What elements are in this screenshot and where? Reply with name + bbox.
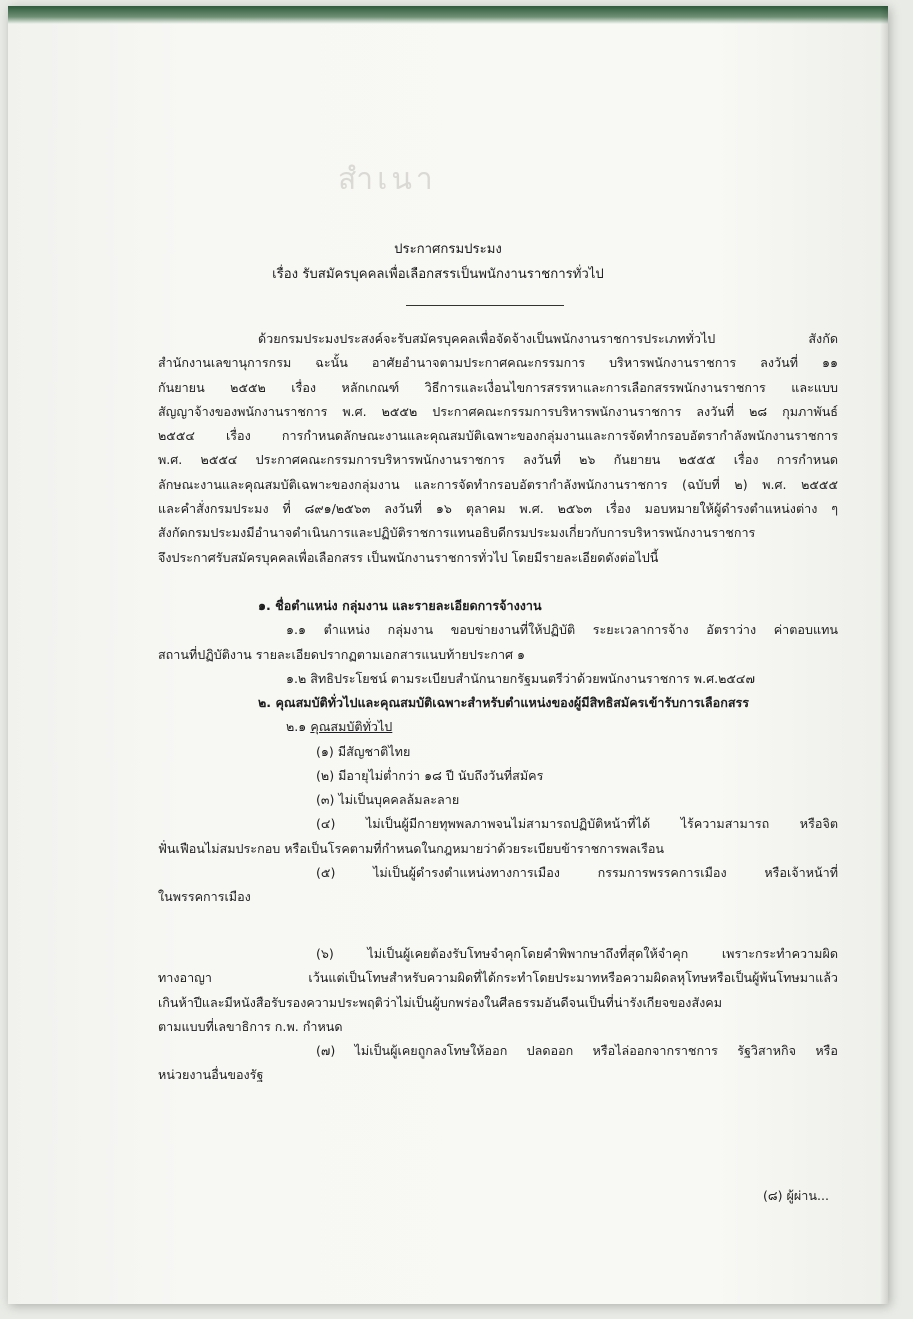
intro-line: พ.ศ. ๒๕๕๔ ประกาศคณะกรรมการบริหารพนักงานราชการ ลงวันที่ ๒๖ กันยายน ๒๕๕๕ เรื่อง การกำหนด [158,452,838,468]
qualification-item-cont: ฟั่นเฟือนไม่สมประกอบ หรือเป็นโรคตามที่กำหนดในกฎหมายว่าด้วยระเบียบข้าราชการพลเรือน [158,840,665,856]
qualification-item: (๖) ไม่เป็นผู้เคยต้องรับโทษจำคุกโดยคำพิพากษาถึงที่สุดให้จำคุก เพราะกระทำความผิด [316,946,838,961]
section-2-continued [158,942,838,1088]
qualification-item: (๔) ไม่เป็นผู้มีกายทุพพลภาพจนไม่สามารถปฏิบัติหน้าที่ได้ ไร้ความสามารถ หรือจิต [316,816,838,832]
qualification-item-cont: หน่วยงานอื่นของรัฐ [158,1067,264,1083]
section-2 [158,691,838,910]
faint-stamp-text: สำเนา [338,162,437,197]
intro-paragraph [158,327,838,570]
section-1 [158,594,838,691]
qualification-item: (๕) ไม่เป็นผู้ดำรงตำแหน่งทางการเมือง กรรมการพรรคการเมือง หรือเจ้าหน้าที่ [316,865,838,881]
intro-line: ๒๕๕๔ เรื่อง การกำหนดลักษณะงานและคุณสมบัติเฉพาะของกลุ่มงานและการจัดทำกรอบอัตรากำลังพนักงานราชการ [158,428,838,444]
qualification-item-cont: เกินห้าปีและมีหนังสือรับรองความประพฤติว่าไม่เป็นผู้บกพร่องในศีลธรรมอันดีจนเป็นที่น่ารังเกียจของสังคม [158,994,723,1010]
intro-line: สัญญาจ้างของพนักงานราชการ พ.ศ. ๒๕๕๒ ประกาศคณะกรรมการบริหารพนักงานราชการ ลงวันที่ ๒๘ กุมภาพันธ์ [158,403,838,419]
qualification-item: (๒) มีอายุไม่ต่ำกว่า ๑๘ ปี นับถึงวันที่สมัคร [316,767,544,783]
title-divider [406,305,564,306]
document-page [8,6,888,1304]
subsection-2-1 [158,715,838,739]
scan-top-strip [8,6,888,24]
intro-line: สังกัดกรมประมงมีอำนาจดำเนินการและปฏิบัติราชการแทนอธิบดีกรมประมงเกี่ยวกับการบริหารพนักงานราชการ [158,525,756,541]
page-shadow-edge [880,6,888,1304]
intro-line: ลักษณะงานและคุณสมบัติเฉพาะของกลุ่มงาน และการจัดทำกรอบอัตรากำลังพนักงานราชการ (ฉบับที่ ๒) พ.ศ. ๒๕๕๕ [158,476,838,492]
intro-line: ด้วยกรมประมงประสงค์จะรับสมัครบุคคลเพื่อจัดจ้างเป็นพนักงานราชการประเภททั่วไป สังกัด [258,331,838,346]
qualification-item-cont: ทางอาญา เว้นแต่เป็นโทษสำหรับความผิดที่ได้กระทำโดยประมาทหรือความผิดลหุโทษหรือเป็นผู้พ้นโทษมาแล้ว [158,970,838,986]
qualification-item: (๑) มีสัญชาติไทย [316,743,411,759]
intro-line: จึงประกาศรับสมัครบุคคลเพื่อเลือกสรร เป็นพนักงานราชการทั่วไป โดยมีรายละเอียดดังต่อไปนี้ [158,549,659,565]
announcement-subject: เรื่อง รับสมัครบุคคลเพื่อเลือกสรรเป็นพนักงานราชการทั่วไป [272,267,604,282]
item-1-1-line: ๑.๑ ตำแหน่ง กลุ่มงาน ขอบข่ายงานที่ให้ปฏิบัติ ระยะเวลาการจ้าง อัตราว่าง ค่าตอบแทน [286,622,838,638]
subsection-heading: คุณสมบัติทั่วไป [310,719,393,735]
qualification-item-cont: ตามแบบที่เลขาธิการ ก.พ. กำหนด [158,1018,343,1034]
qualification-item: (๗) ไม่เป็นผู้เคยถูกลงโทษให้ออก ปลดออก หรือไล่ออกจากราชการ รัฐวิสาหกิจ หรือ [316,1043,838,1059]
qualification-item-cont: ในพรรคการเมือง [158,889,251,905]
section-2-heading: ๒. คุณสมบัติทั่วไปและคุณสมบัติเฉพาะสำหรับตำแหน่งของผู้มีสิทธิสมัครเข้ารับการเลือกสรร [258,695,750,710]
intro-line: และคำสั่งกรมประมง ที่ ๘๙๑/๒๕๖๓ ลงวันที่ ๑๖ ตุลาคม พ.ศ. ๒๕๖๓ เรื่อง มอบหมายให้ผู้ดำรงตำแหน่งต่าง ๆ [158,501,838,517]
subsection-number: ๒.๑ [286,719,307,735]
intro-line: กันยายน ๒๕๕๒ เรื่อง หลักเกณฑ์ วิธีการและเงื่อนไขการสรรหาและการเลือกสรรพนักงานราชการ และแบบ [158,379,838,395]
announcement-title: ประกาศกรมประมง [394,242,502,257]
section-1-heading: ๑. ชื่อตำแหน่ง กลุ่มงาน และรายละเอียดการจ้างงาน [258,598,542,613]
page-continuation: (๘) ผู้ผ่าน... [763,1188,829,1203]
qualification-item: (๓) ไม่เป็นบุคคลล้มละลาย [316,792,460,808]
item-1-2: ๑.๒ สิทธิประโยชน์ ตามระเบียบสำนักนายกรัฐมนตรีว่าด้วยพนักงานราชการ พ.ศ.๒๕๔๗ [286,670,755,686]
item-1-1-line: สถานที่ปฏิบัติงาน รายละเอียดปรากฏตามเอกสารแนบท้ายประกาศ ๑ [158,646,526,662]
intro-line: สำนักงานเลขานุการกรม ฉะนั้น อาศัยอำนาจตามประกาศคณะกรรมการ บริหารพนักงานราชการ ลงวันที่ ๑๑ [158,355,838,371]
